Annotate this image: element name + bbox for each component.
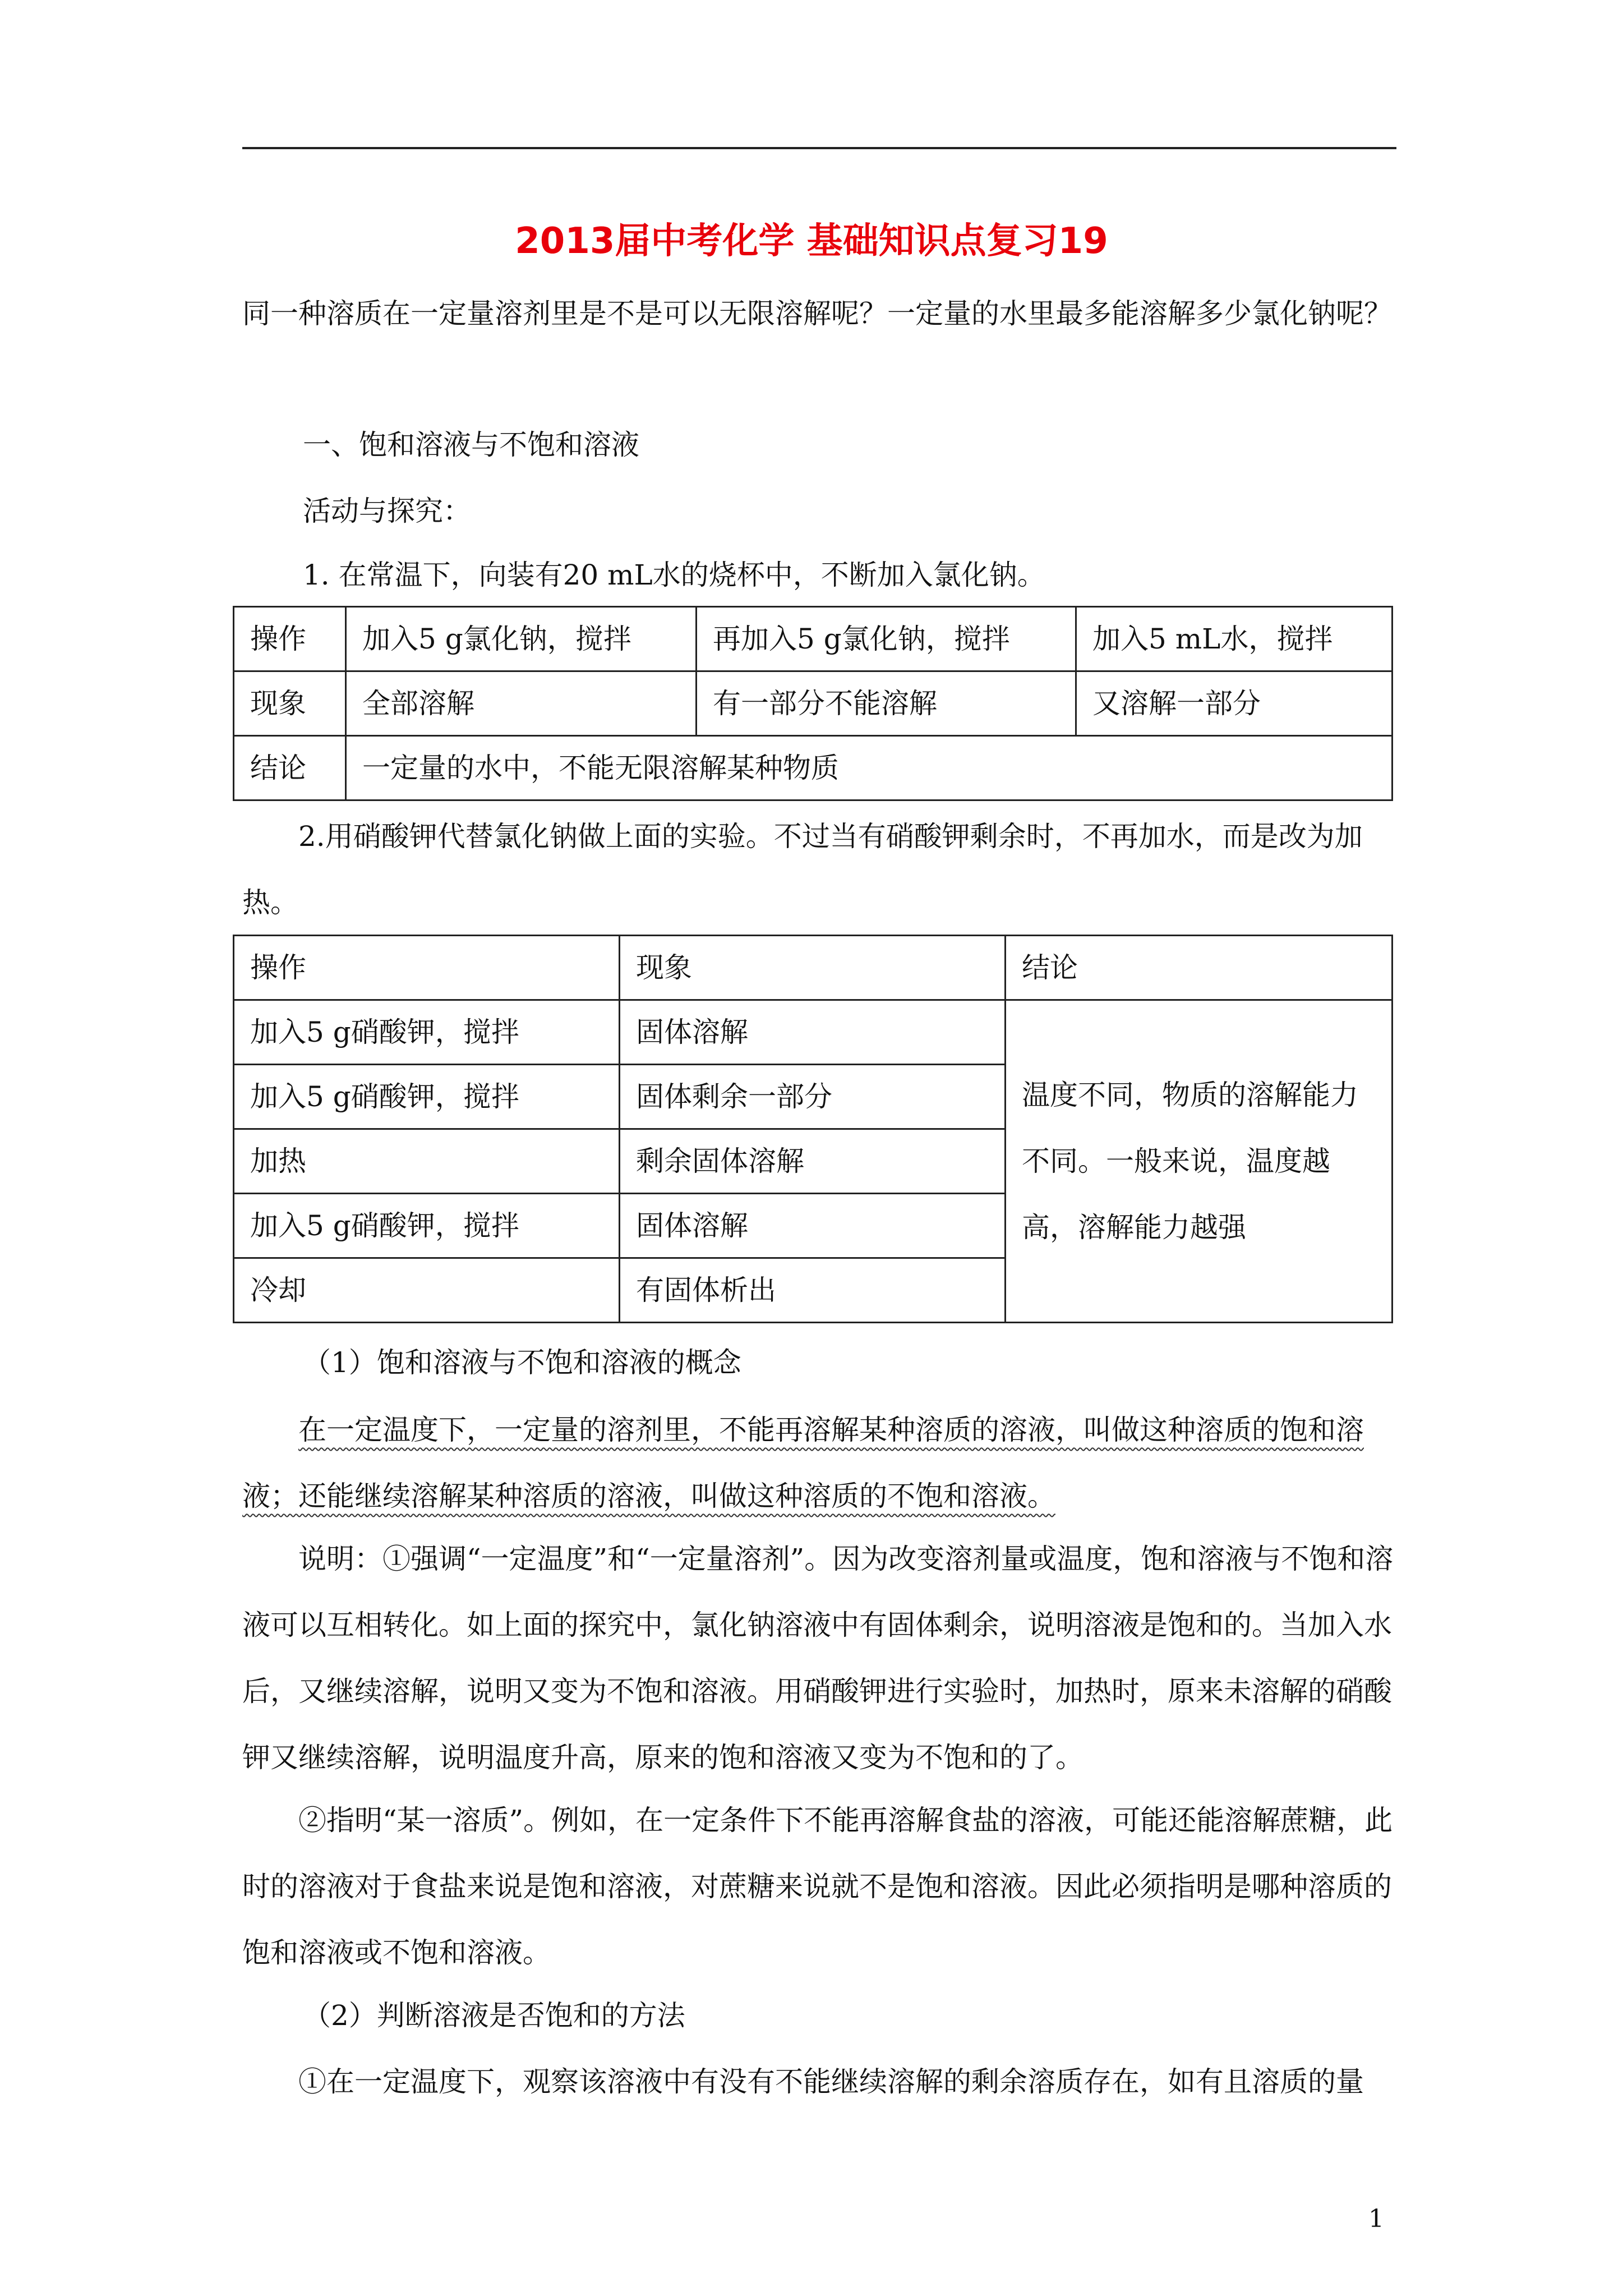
page-title: 2013届中考化学 基础知识点复习19 bbox=[515, 220, 1108, 262]
activity-label: 活动与探究： bbox=[303, 495, 471, 527]
table-cell: 加入5 mL水，搅拌 bbox=[1076, 607, 1393, 671]
table-cell: 剩余固体溶解 bbox=[620, 1129, 1006, 1194]
method-1-paragraph: ①在一定温度下，观察该溶液中有没有不能继续溶解的剩余溶质存在，如有且溶质的量 bbox=[298, 2065, 1364, 2098]
table-cell: 结论 bbox=[234, 736, 346, 800]
page-number: 1 bbox=[1368, 2205, 1384, 2233]
table-row bbox=[234, 736, 1393, 800]
header-rule bbox=[242, 147, 1396, 149]
experiment-2-text: 2.用硝酸钾代替氯化钠做上面的实验。不过当有硝酸钾剩余时，不再加水，而是改为加热。 bbox=[242, 820, 1363, 919]
section-heading: 一、饱和溶液与不饱和溶液 bbox=[303, 429, 639, 461]
table-cell: 加入5 g硝酸钾，搅拌 bbox=[234, 1065, 620, 1129]
table-cell: 有固体析出 bbox=[620, 1258, 1006, 1323]
table-row bbox=[234, 1000, 1393, 1065]
table-row bbox=[234, 936, 1393, 1000]
table-cell: 固体溶解 bbox=[620, 1000, 1006, 1065]
table-cell: 加热 bbox=[234, 1129, 620, 1194]
table-cell: 固体剩余一部分 bbox=[620, 1065, 1006, 1129]
table-header: 现象 bbox=[620, 936, 1006, 1000]
note-2-paragraph: ②指明“某一溶质”。例如，在一定条件下不能再溶解食盐的溶液，可能还能溶解蔗糖，此时的溶液对于食盐来说是饱和溶液，对蔗糖来说就不是饱和溶液。因此必须指明是哪种溶质的饱和溶液或不饱和溶液。 bbox=[242, 1804, 1393, 1969]
table-cell: 现象 bbox=[234, 671, 346, 736]
table-cell: 固体溶解 bbox=[620, 1194, 1006, 1258]
table-row bbox=[234, 607, 1393, 671]
definition-text: 在一定温度下，一定量的溶剂里，不能再溶解某种溶质的溶液，叫做这种溶质的饱和溶液；还能继续溶解某种溶质的溶液，叫做这种溶质的不饱和溶液。 bbox=[242, 1414, 1364, 1512]
table-cell: 再加入5 g氯化钠，搅拌 bbox=[697, 607, 1076, 671]
table-cell: 加入5 g硝酸钾，搅拌 bbox=[234, 1194, 620, 1258]
table-cell: 加入5 g氯化钠，搅拌 bbox=[346, 607, 697, 671]
note-1-paragraph: 说明：①强调“一定温度”和“一定量溶剂”。因为改变溶剂量或温度，饱和溶液与不饱和溶液可以互相转化。如上面的探究中，氯化钠溶液中有固体剩余，说明溶液是饱和的。当加入水后，又继续溶解，说明又变为不饱和溶液。用硝酸钾进行实验时，加热时，原来未溶解的硝酸钾又继续溶解，说明温度升高，原来的饱和溶液又变为不饱和的了。 bbox=[242, 1543, 1394, 1774]
subheading-method: （2）判断溶液是否饱和的方法 bbox=[303, 1999, 685, 2032]
table-experiment-2 bbox=[233, 935, 1393, 1323]
intro-paragraph: 同一种溶质在一定量溶剂里是不是可以无限溶解呢？一定量的水里最多能溶解多少氯化钠呢？ bbox=[242, 297, 1392, 330]
table-cell: 有一部分不能溶解 bbox=[697, 671, 1076, 736]
table-row bbox=[234, 671, 1393, 736]
table-cell: 全部溶解 bbox=[346, 671, 697, 736]
table-experiment-1 bbox=[233, 606, 1393, 801]
subheading-concept: （1）饱和溶液与不饱和溶液的概念 bbox=[303, 1346, 741, 1379]
table-cell: 一定量的水中，不能无限溶解某种物质 bbox=[346, 736, 1393, 800]
table-header: 操作 bbox=[234, 936, 620, 1000]
definition-paragraph bbox=[242, 1397, 1396, 1529]
conclusion-cell: 温度不同，物质的溶解能力不同。一般来说，温度越高，溶解能力越强 bbox=[1006, 1000, 1393, 1323]
table-cell: 加入5 g硝酸钾，搅拌 bbox=[234, 1000, 620, 1065]
table-cell: 操作 bbox=[234, 607, 346, 671]
table-cell: 又溶解一部分 bbox=[1076, 671, 1393, 736]
table-header: 结论 bbox=[1006, 936, 1393, 1000]
experiment-1-text: 1. 在常温下，向装有20 mL水的烧杯中，不断加入氯化钠。 bbox=[303, 559, 1045, 591]
table-cell: 冷却 bbox=[234, 1258, 620, 1323]
